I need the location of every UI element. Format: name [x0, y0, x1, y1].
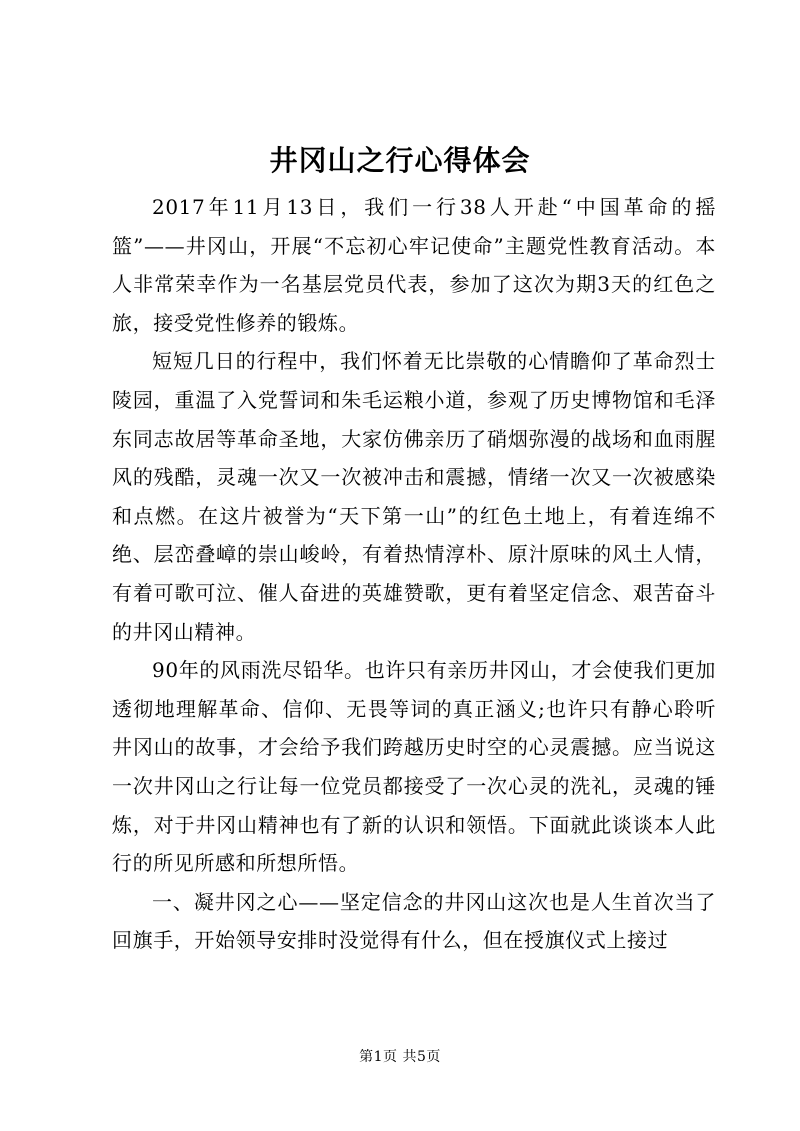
page-number-footer: 第1页 共5页 — [359, 1049, 441, 1065]
paragraph-2: 短短几日的行程中，我们怀着无比崇敬的心情瞻仰了革命烈士陵园，重温了入党誓词和朱毛运粮小道，参观了历史博物馆和毛泽东同志故居等革命圣地，大家仿佛亲历了硝烟弥漫的战场和血雨腥风的残酷，灵魂一次又一次被冲击和震撼，情绪一次又一次被感染和点燃。在这片被誉为“天下第一山”的红色土地上，有着连绵不绝、层峦叠嶂的崇山峻岭，有着热情淳朴、原汁原味的风土人情，有着可歌可泣、催人奋进的英雄赞歌，更有着坚定信念、艰苦奋斗的井冈山精神。 — [112, 349, 716, 644]
paragraph-1: 2017年11月13日，我们一行38人开赴“中国革命的摇篮”——井冈山，开展“不忘初心牢记使命”主题党性教育活动。本人非常荣幸作为一名基层党员代表，参加了这次为期3天的红色之旅，接受党性修养的锻炼。 — [112, 195, 716, 335]
document-title: 井冈山之行心得体会 — [269, 144, 531, 177]
paragraph-4: 一、凝井冈之心——坚定信念的井冈山这次也是人生首次当了回旗手，开始领导安排时没觉得有什么，但在授旗仪式上接过 — [112, 889, 716, 953]
document-body — [112, 188, 716, 960]
paragraph-3: 90年的风雨洗尽铅华。也许只有亲历井冈山，才会使我们更加透彻地理解革命、信仰、无畏等词的真正涵义;也许只有静心聆听井冈山的故事，才会给予我们跨越历史时空的心灵震撼。应当说这一次井冈山之行让每一位党员都接受了一次心灵的洗礼，灵魂的锤炼，对于井冈山精神也有了新的认识和领悟。下面就此谈谈本人此行的所见所感和所想所悟。 — [112, 658, 716, 876]
